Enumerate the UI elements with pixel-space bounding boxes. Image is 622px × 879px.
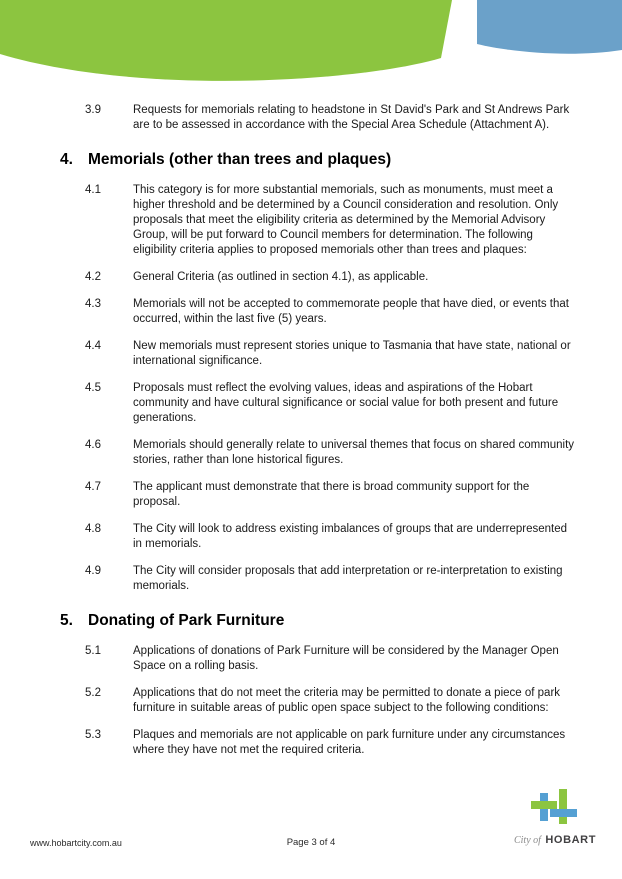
clause-item <box>85 564 622 594</box>
clause-number: 4.3 <box>85 298 101 310</box>
clause-text: Applications of donations of Park Furniture will be considered by the Manager Open Space on a rolling basis. <box>133 645 559 672</box>
clause-text: Proposals must reflect the evolving values, ideas and aspirations of the Hobart community and have cultural significance or social value for both present and future generations. <box>133 382 559 424</box>
clause-item <box>85 339 622 369</box>
clause-item <box>85 270 622 285</box>
clause-number: 5. <box>60 612 73 629</box>
clause-item <box>85 297 622 327</box>
clause-text: The City will consider proposals that add interpretation or re-interpretation to existing memorials. <box>133 565 563 592</box>
clause-text: General Criteria (as outlined in section 4.1), as applicable. <box>133 271 429 283</box>
clause-item <box>85 183 622 258</box>
clause-number: 4.9 <box>85 565 101 577</box>
clause-item <box>85 686 622 716</box>
clause-text: Memorials (other than trees and plaques) <box>88 151 392 168</box>
clause-text: The City will look to address existing imbalances of groups that are underrepresented in memorials. <box>133 523 568 550</box>
clause-text: Donating of Park Furniture <box>88 612 285 629</box>
clause-number: 4.8 <box>85 523 101 535</box>
city-of-hobart-logo <box>500 789 610 848</box>
clause-item <box>85 381 622 426</box>
clause-number: 4.6 <box>85 439 101 451</box>
footer-page-number: Page 3 of 4 <box>286 837 336 848</box>
clause-number: 4.5 <box>85 382 101 394</box>
clause-item <box>85 480 622 510</box>
hobart-crosses-icon <box>531 789 579 827</box>
clause-item <box>85 644 622 674</box>
section-heading <box>60 150 622 169</box>
header-blue-wave <box>477 0 622 54</box>
header-green-wave <box>0 0 452 81</box>
clause-number: 5.1 <box>85 645 101 657</box>
clause-number: 3.9 <box>85 104 101 116</box>
clause-text: Applications that do not meet the criteria may be permitted to donate a piece of park furniture in suitable areas of public open space subject to the following conditions: <box>133 687 561 714</box>
logo-hobart-text: HOBART <box>545 834 597 846</box>
clause-text: The applicant must demonstrate that there is broad community support for the proposal. <box>133 481 530 508</box>
clause-text: Memorials will not be accepted to commemorate people that have died, or events that occurred, within the last five (5) years. <box>133 298 569 325</box>
clause-number: 4.7 <box>85 481 101 493</box>
clause-text: Memorials should generally relate to universal themes that focus on shared community stories, rather than lone historical figures. <box>133 439 575 466</box>
logo-cityof-text: City of <box>513 835 541 846</box>
clause-number: 4.1 <box>85 184 101 196</box>
clause-text: New memorials must represent stories unique to Tasmania that have state, national or international significance. <box>133 340 571 367</box>
clause-text: This category is for more substantial memorials, such as monuments, must meet a higher threshold and be determined by a Council consideration and resolution. Only proposals that meet the eligibility criteria as determined by the Memorial Advisory Group, will be put forward to Council members for determination. The following eligibility criteria applies to proposed memorials other than trees and plaques: <box>133 184 559 256</box>
clause-item <box>85 103 622 133</box>
clause-item <box>85 728 622 758</box>
header-decoration <box>0 0 622 100</box>
clause-number: 5.3 <box>85 729 101 741</box>
clause-number: 4.4 <box>85 340 101 352</box>
document-body <box>0 103 622 770</box>
clause-text: Plaques and memorials are not applicable on park furniture under any circumstances where they have not met the required criteria. <box>133 729 566 756</box>
clause-number: 4. <box>60 151 73 168</box>
footer-website-link[interactable]: www.hobartcity.com.au <box>30 838 122 848</box>
clause-item <box>85 438 622 468</box>
logo-wordmark <box>500 830 610 848</box>
clause-number: 5.2 <box>85 687 101 699</box>
clause-item <box>85 522 622 552</box>
section-heading <box>60 611 622 630</box>
clause-number: 4.2 <box>85 271 101 283</box>
clause-text: Requests for memorials relating to headstone in St David's Park and St Andrews Park are to be assessed in accordance with the Special Area Schedule (Attachment A). <box>133 104 570 131</box>
